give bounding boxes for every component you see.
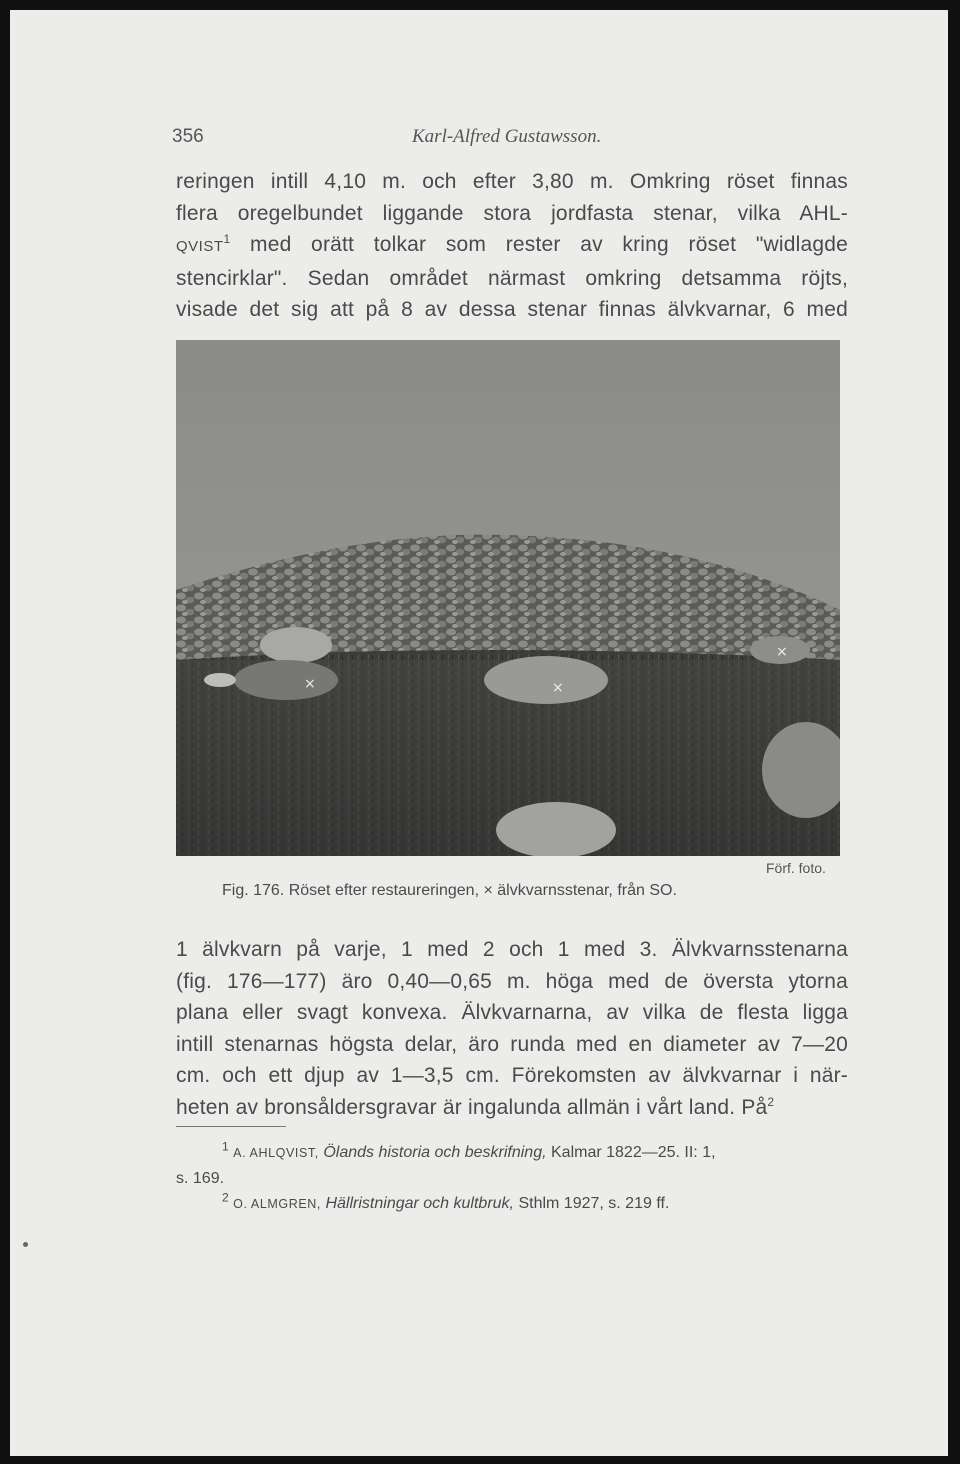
svg-text:×: × [304,676,316,692]
footnotes [176,1140,856,1217]
text-line: flera oregelbundet liggande stora jordfasta stenar, vilka AHL- [176,201,848,225]
text-line: 1 älvkvarn på varje, 1 med 2 och 1 med 3. Älvkvarnsstenarna [176,938,848,961]
footnote-title: Hällristningar och kultbruk, [325,1195,514,1212]
running-head: Karl-Alfred Gustawsson. [412,126,602,147]
text-line: (fig. 176—177) äro 0,40—0,65 m. höga med de översta ytorna [176,969,848,993]
figure-caption: Fig. 176. Röset efter restaureringen, × älvkvarnsstenar, från SO. [222,882,677,899]
paragraph-top [176,166,848,326]
text-line: intill stenarnas högsta delar, äro runda med en diameter av 7—20 [176,1032,848,1056]
cairn-photograph [176,340,840,856]
name-fragment: QVIST [176,238,224,255]
footnote-mark: 2 [222,1190,229,1205]
footnote-mark: 1 [222,1139,229,1154]
footnote-ref: 2 [767,1094,775,1109]
page-number: 356 [172,126,204,147]
page-header [172,126,862,156]
footnote-1 [176,1140,856,1166]
footnote-rest: Kalmar 1822—25. II: 1, [551,1144,716,1161]
text-line [176,1092,848,1124]
svg-text:×: × [552,680,564,696]
footnote-ref: 1 [223,232,231,246]
footnote-2 [176,1191,856,1217]
text-line: plana eller svagt konvexa. Älvkvarnarna, av vilka de flesta ligga [176,1001,848,1024]
margin-speck [23,1242,28,1247]
text-line-rest: med orätt tolkar som rester av kring röset "widlagde [250,233,848,256]
footnote-title: Ölands historia och beskrifning, [323,1144,547,1161]
text-line: reringen intill 4,10 m. och efter 3,80 m. Omkring röset finnas [176,170,848,193]
text-line-content: heten av bronsåldersgravar är ingalunda allmän i vårt land. På [176,1095,768,1119]
paragraph-bottom [176,934,848,1123]
text-line: stencirklar". Sedan området närmast omkring detsamma röjts, [176,266,848,290]
footnote-rest: Sthlm 1927, s. 219 ff. [518,1195,670,1212]
text-line [176,229,848,263]
cairn-photo-image [176,340,840,856]
footnote-author: O. ALMGREN, [233,1197,322,1211]
footnote-rule [176,1126,286,1127]
text-line: visade det sig att på 8 av dessa stenar finnas älvkvarnar, 6 med [176,298,848,321]
footnote-1-cont: s. 169. [176,1170,225,1187]
photo-credit: Förf. foto. [766,860,826,876]
footnote-author: A. AHLQVIST, [233,1146,319,1160]
svg-text:×: × [776,644,788,660]
text-line: cm. och ett djup av 1—3,5 cm. Förekomsten av älvkvarnar i när- [176,1064,848,1087]
